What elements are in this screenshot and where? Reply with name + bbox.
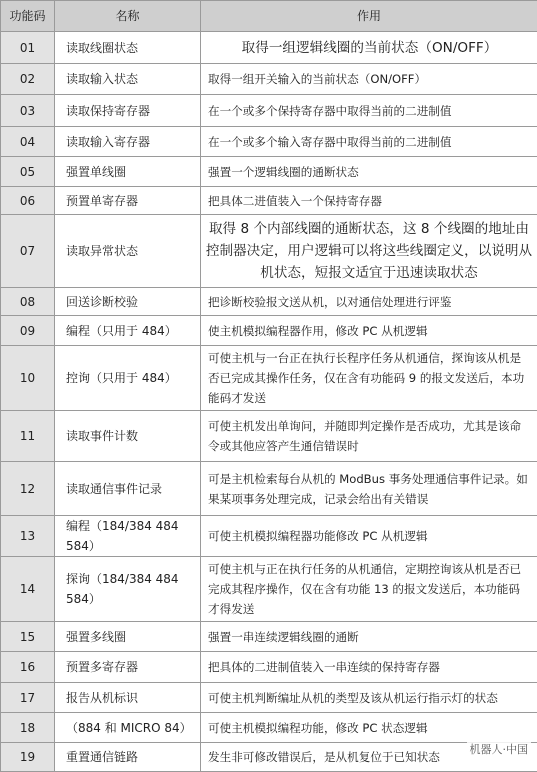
table-row xyxy=(1,316,537,346)
table-row xyxy=(1,516,537,557)
function-description: 可是主机检索每台从机的 ModBus 事务处理通信事件记录。如果某项事务处理完成，记录会给出有关错误 xyxy=(201,462,537,516)
function-description: 取得 8 个内部线圈的通断状态，这 8 个线圈的地址由控制器决定，用户逻辑可以将这些线圈定义，以说明从机状态，短报文适宜于迅速读取状态 xyxy=(201,215,537,288)
function-name: 回送诊断校验 xyxy=(55,288,201,316)
function-code: 07 xyxy=(1,215,55,288)
function-name: 读取线圈状态 xyxy=(55,32,201,64)
function-name: 编程（只用于 484） xyxy=(55,316,201,346)
function-name: 读取保持寄存器 xyxy=(55,95,201,127)
table-row xyxy=(1,411,537,462)
function-code: 10 xyxy=(1,346,55,411)
function-name: 强置多线圈 xyxy=(55,622,201,652)
function-description: 可使主机发出单询问，并随即判定操作是否成功，尤其是该命令或其他应答产生通信错误时 xyxy=(201,411,537,462)
function-description: 发生非可修改错误后，是从机复位于已知状态 xyxy=(201,743,537,772)
table-row xyxy=(1,652,537,683)
function-code: 06 xyxy=(1,187,55,215)
function-name: 预置单寄存器 xyxy=(55,187,201,215)
function-name: 读取事件计数 xyxy=(55,411,201,462)
function-name: 编程（184/384 484 584） xyxy=(55,516,201,557)
function-description: 取得一组逻辑线圈的当前状态（ON/OFF） xyxy=(201,32,537,64)
function-description: 在一个或多个保持寄存器中取得当前的二进制值 xyxy=(201,95,537,127)
table-row xyxy=(1,64,537,95)
table-header-row xyxy=(1,1,537,32)
function-code: 05 xyxy=(1,157,55,187)
function-name: 报告从机标识 xyxy=(55,683,201,713)
function-code: 08 xyxy=(1,288,55,316)
function-code: 17 xyxy=(1,683,55,713)
table-row xyxy=(1,215,537,288)
table-row xyxy=(1,557,537,622)
function-description: 在一个或多个输入寄存器中取得当前的二进制值 xyxy=(201,127,537,157)
watermark: 机器人·中国 xyxy=(467,740,532,758)
function-description: 可使主机与一台正在执行长程序任务从机通信，探询该从机是否已完成其操作任务，仅在含有功能码 9 的报文发送后，本功能码才发送 xyxy=(201,346,537,411)
function-description: 把具体二进值装入一个保持寄存器 xyxy=(201,187,537,215)
table-row xyxy=(1,157,537,187)
table-row xyxy=(1,32,537,64)
table-row xyxy=(1,346,537,411)
function-code: 03 xyxy=(1,95,55,127)
table-row xyxy=(1,95,537,127)
function-name: 强置单线圈 xyxy=(55,157,201,187)
function-description: 把具体的二进制值装入一串连续的保持寄存器 xyxy=(201,652,537,683)
function-description: 使主机模拟编程器作用，修改 PC 从机逻辑 xyxy=(201,316,537,346)
table-row xyxy=(1,683,537,713)
function-code: 04 xyxy=(1,127,55,157)
function-code: 14 xyxy=(1,557,55,622)
function-name: 读取异常状态 xyxy=(55,215,201,288)
function-name: 读取输入寄存器 xyxy=(55,127,201,157)
function-name: 重置通信链路 xyxy=(55,743,201,772)
table-row xyxy=(1,622,537,652)
function-name: 预置多寄存器 xyxy=(55,652,201,683)
table-row xyxy=(1,713,537,743)
function-description: 取得一组开关输入的当前状态（ON/OFF） xyxy=(201,64,537,95)
function-code: 16 xyxy=(1,652,55,683)
function-name: 探询（184/384 484 584） xyxy=(55,557,201,622)
header-desc: 作用 xyxy=(201,1,537,32)
function-description: 可使主机判断编址从机的类型及该从机运行指示灯的状态 xyxy=(201,683,537,713)
function-code: 13 xyxy=(1,516,55,557)
function-code: 18 xyxy=(1,713,55,743)
table-row xyxy=(1,288,537,316)
function-code: 19 xyxy=(1,743,55,772)
function-code: 11 xyxy=(1,411,55,462)
function-code: 02 xyxy=(1,64,55,95)
function-name: 控询（只用于 484） xyxy=(55,346,201,411)
function-name: 读取输入状态 xyxy=(55,64,201,95)
header-code: 功能码 xyxy=(1,1,55,32)
function-code: 15 xyxy=(1,622,55,652)
table-row xyxy=(1,743,537,772)
table-row xyxy=(1,187,537,215)
table-row xyxy=(1,127,537,157)
function-description: 强置一个逻辑线圈的通断状态 xyxy=(201,157,537,187)
function-description: 强置一串连续逻辑线圈的通断 xyxy=(201,622,537,652)
function-description: 把诊断校验报文送从机，以对通信处理进行评鉴 xyxy=(201,288,537,316)
function-name: 读取通信事件记录 xyxy=(55,462,201,516)
header-name: 名称 xyxy=(55,1,201,32)
function-description: 可使主机模拟编程功能，修改 PC 状态逻辑 xyxy=(201,713,537,743)
function-name: （884 和 MICRO 84） xyxy=(55,713,201,743)
function-description: 可使主机模拟编程器功能修改 PC 从机逻辑 xyxy=(201,516,537,557)
table-row xyxy=(1,462,537,516)
function-code: 01 xyxy=(1,32,55,64)
function-code: 12 xyxy=(1,462,55,516)
function-description: 可使主机与正在执行任务的从机通信，定期控询该从机是否已完成其程序操作，仅在含有功能 13 的报文发送后，本功能码才得发送 xyxy=(201,557,537,622)
function-code: 09 xyxy=(1,316,55,346)
